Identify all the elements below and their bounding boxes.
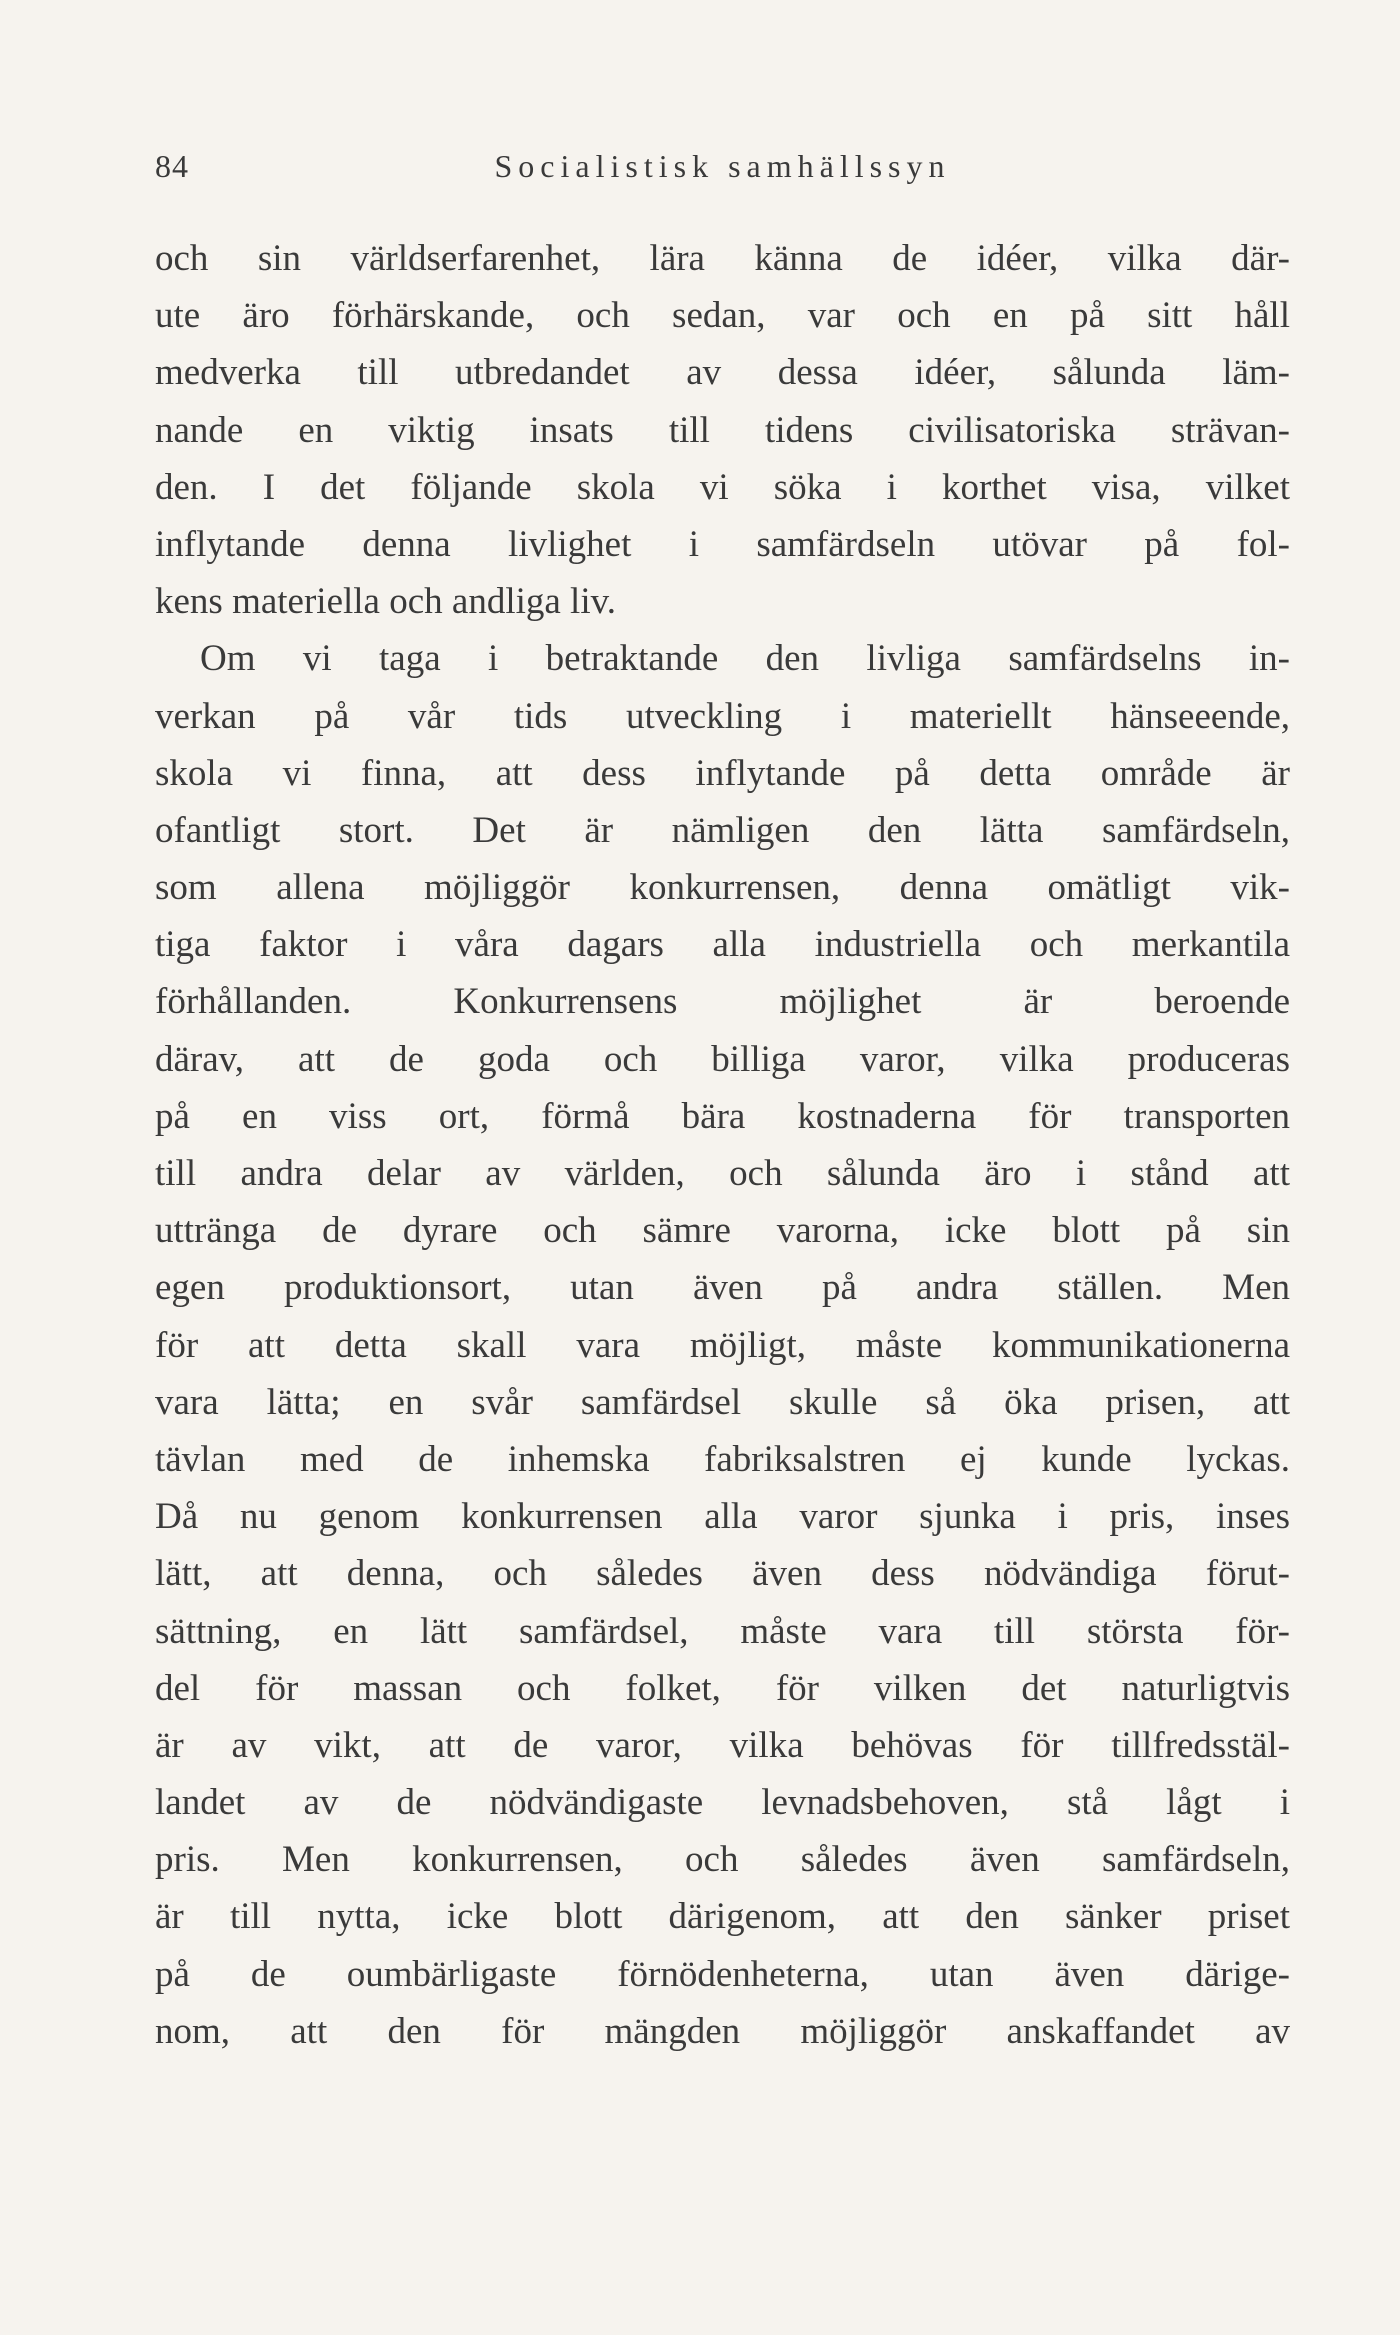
text-line: och sin världserfarenhet, lära känna de idéer, vilka där- bbox=[155, 238, 1290, 279]
text-line: nande en viktig insats till tidens civilisatoriska strävan- bbox=[155, 409, 1290, 451]
running-title: Socialistisk samhällssyn bbox=[494, 148, 951, 184]
text-line: verkan på vår tids utveckling i materiellt hänseeende, bbox=[155, 695, 1290, 737]
page-number: 84 bbox=[155, 148, 189, 184]
text-line: på en viss ort, förmå bära kostnaderna för transporten bbox=[155, 1095, 1290, 1137]
text-line: Då nu genom konkurrensen alla varor sjunka i pris, inses bbox=[155, 1496, 1290, 1538]
text-line: pris. Men konkurrensen, och således även samfärdseln, bbox=[155, 1839, 1290, 1881]
text-line: ofantligt stort. Det är nämligen den lätta samfärdseln, bbox=[155, 809, 1290, 851]
text-line: inflytande denna livlighet i samfärdseln utövar på fol- bbox=[155, 523, 1290, 565]
running-head bbox=[155, 148, 1290, 198]
text-line: landet av de nödvändigaste levnadsbehoven, stå lågt i bbox=[155, 1782, 1290, 1824]
text-line: som allena möjliggör konkurrensen, denna omätligt vik- bbox=[155, 867, 1290, 909]
text-line: medverka till utbredandet av dessa idéer, sålunda läm- bbox=[155, 352, 1290, 394]
text-line: tiga faktor i våra dagars alla industriella och merkantila bbox=[155, 924, 1290, 966]
text-line: den. I det följande skola vi söka i korthet visa, vilket bbox=[155, 466, 1290, 508]
text-line: är av vikt, att de varor, vilka behövas för tillfredsstäl- bbox=[155, 1724, 1290, 1766]
text-line: förhållanden. Konkurrensens möjlighet är beroende bbox=[155, 981, 1290, 1023]
text-line: är till nytta, icke blott därigenom, att den sänker priset bbox=[155, 1896, 1290, 1938]
text-line: skola vi finna, att dess inflytande på detta område är bbox=[155, 752, 1290, 794]
text-line: kens materiella och andliga liv. bbox=[155, 581, 616, 623]
text-line: ute äro förhärskande, och sedan, var och en på sitt håll bbox=[155, 295, 1290, 337]
text-line: egen produktionsort, utan även på andra ställen. Men bbox=[155, 1267, 1290, 1309]
body-text bbox=[155, 230, 1290, 2060]
text-line: del för massan och folket, för vilken det naturligtvis bbox=[155, 1667, 1290, 1709]
text-line: därav, att de goda och billiga varor, vilka produceras bbox=[155, 1038, 1290, 1080]
text-line: sättning, en lätt samfärdsel, måste vara till största för- bbox=[155, 1610, 1290, 1652]
text-line: vara lätta; en svår samfärdsel skulle så öka prisen, att bbox=[155, 1381, 1290, 1423]
text-line: för att detta skall vara möjligt, måste kommunikationerna bbox=[155, 1324, 1290, 1366]
text-line: på de oumbärligaste förnödenheterna, utan även därige- bbox=[155, 1953, 1290, 1995]
text-line: Om vi taga i betraktande den livliga samfärdselns in- bbox=[200, 638, 1290, 680]
text-line: till andra delar av världen, och sålunda äro i stånd att bbox=[155, 1153, 1290, 1194]
text-line: uttränga de dyrare och sämre varorna, icke blott på sin bbox=[155, 1210, 1290, 1252]
text-line: lätt, att denna, och således även dess nödvändiga förut- bbox=[155, 1553, 1290, 1595]
text-line: tävlan med de inhemska fabriksalstren ej kunde lyckas. bbox=[155, 1438, 1290, 1480]
text-line: nom, att den för mängden möjliggör anskaffandet av bbox=[155, 2010, 1290, 2052]
